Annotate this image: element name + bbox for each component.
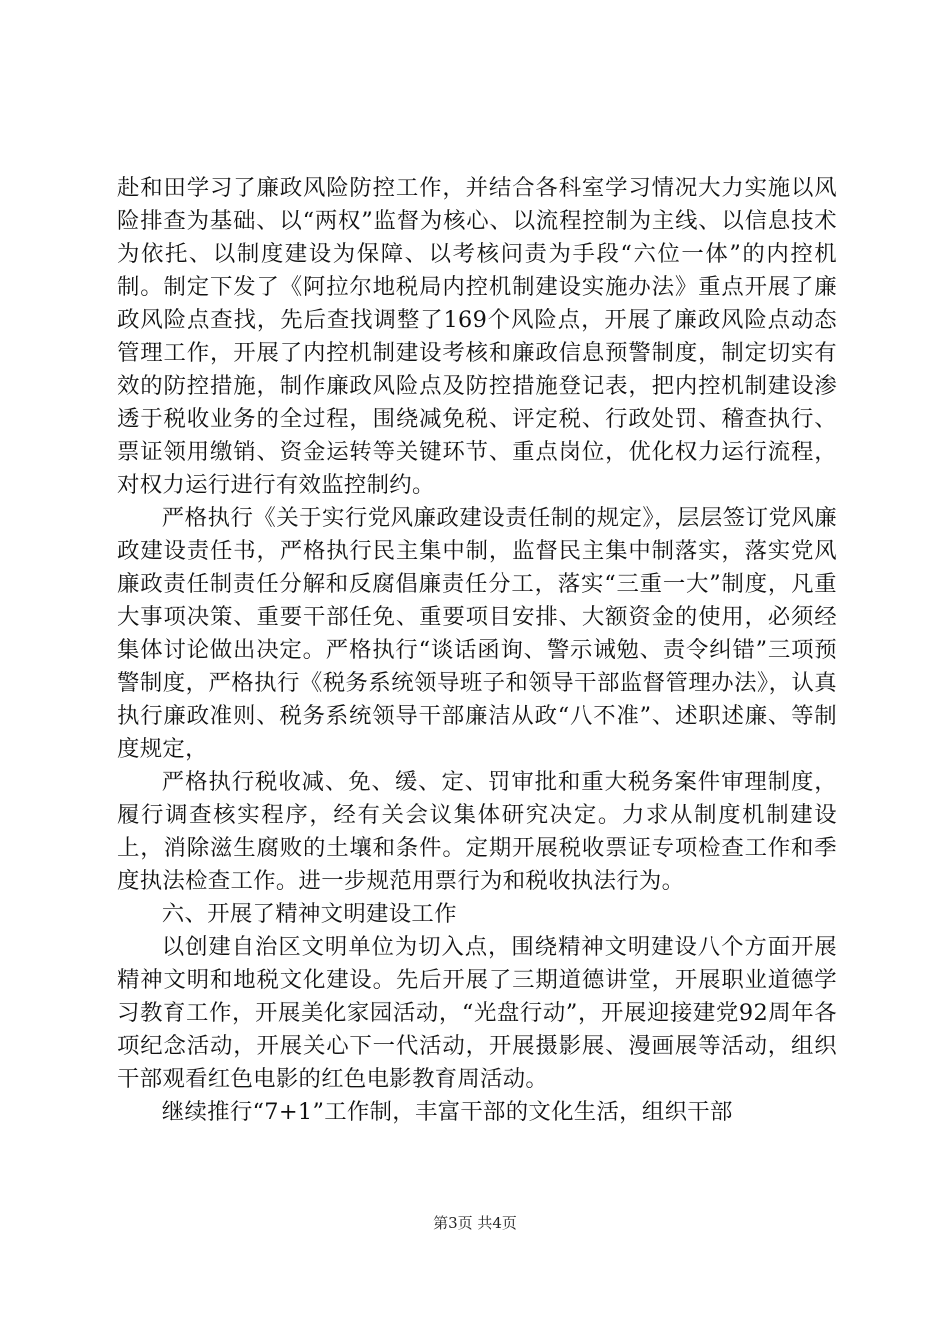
page-number-footer: 第3页 共4页	[433, 1214, 517, 1232]
paragraph-work-system: 继续推行“7+1”工作制，丰富干部的文化生活，组织干部	[161, 1099, 733, 1125]
section-heading: 六、开展了精神文明建设工作	[161, 901, 457, 927]
paragraph-internal-control: 赴和田学习了廉政风险防控工作，并结合各科室学习情况大力实施以风险排查为基础、以“两权”监督为核心、以流程控制为主线、以信息技术为依托、以制度建设为保障、以考核问责为手段“六位一体”的内控机制。制定下发了《阿拉尔地税局内控机制建设实施办法》重点开展了廉政风险点查找，先后查找调整了169个风险点，开展了廉政风险点动态管理工作，开展了内控机制建设考核和廉政信息预警制度，制定切实有效的防控措施，制作廉政风险点及防控措施登记表，把内控机制建设渗透于税收业务的全过程，围绕减免税、评定税、行政处罚、稽查执行、票证领用缴销、资金运转等关键环节、重点岗位，优化权力运行流程，对权力运行进行有效监控制约。	[117, 175, 837, 498]
paragraph-civilization-building: 以创建自治区文明单位为切入点，围绕精神文明建设八个方面开展精神文明和地税文化建设。先后开展了三期道德讲堂，开展职业道德学习教育工作，开展美化家园活动，“光盘行动”，开展迎接建党92周年各项纪念活动，开展关心下一代活动，开展摄影展、漫画展等活动，组织干部观看红色电影的红色电影教育周活动。	[117, 934, 837, 1092]
document-body	[117, 172, 837, 1129]
paragraph-tax-approval: 严格执行税收减、免、缓、定、罚审批和重大税务案件审理制度，履行调查核实程序，经有关会议集体研究决定。力求从制度机制建设上，消除滋生腐败的土壤和条件。定期开展税收票证专项检查工作和季度执法检查工作。进一步规范用票行为和税收执法行为。	[117, 769, 837, 894]
paragraph-responsibility-system: 严格执行《关于实行党风廉政建设责任制的规定》，层层签订党风廉政建设责任书，严格执行民主集中制，监督民主集中制落实，落实党风廉政责任制责任分解和反腐倡廉责任分工，落实“三重一大”制度，凡重大事项决策、重要干部任免、重要项目安排、大额资金的使用，必须经集体讨论做出决定。严格执行“谈话函询、警示诫勉、责令纠错”三项预警制度，严格执行《税务系统领导班子和领导干部监督管理办法》，认真执行廉政准则、税务系统领导干部廉洁从政“八不准”、述职述廉、等制度规定，	[117, 505, 837, 762]
